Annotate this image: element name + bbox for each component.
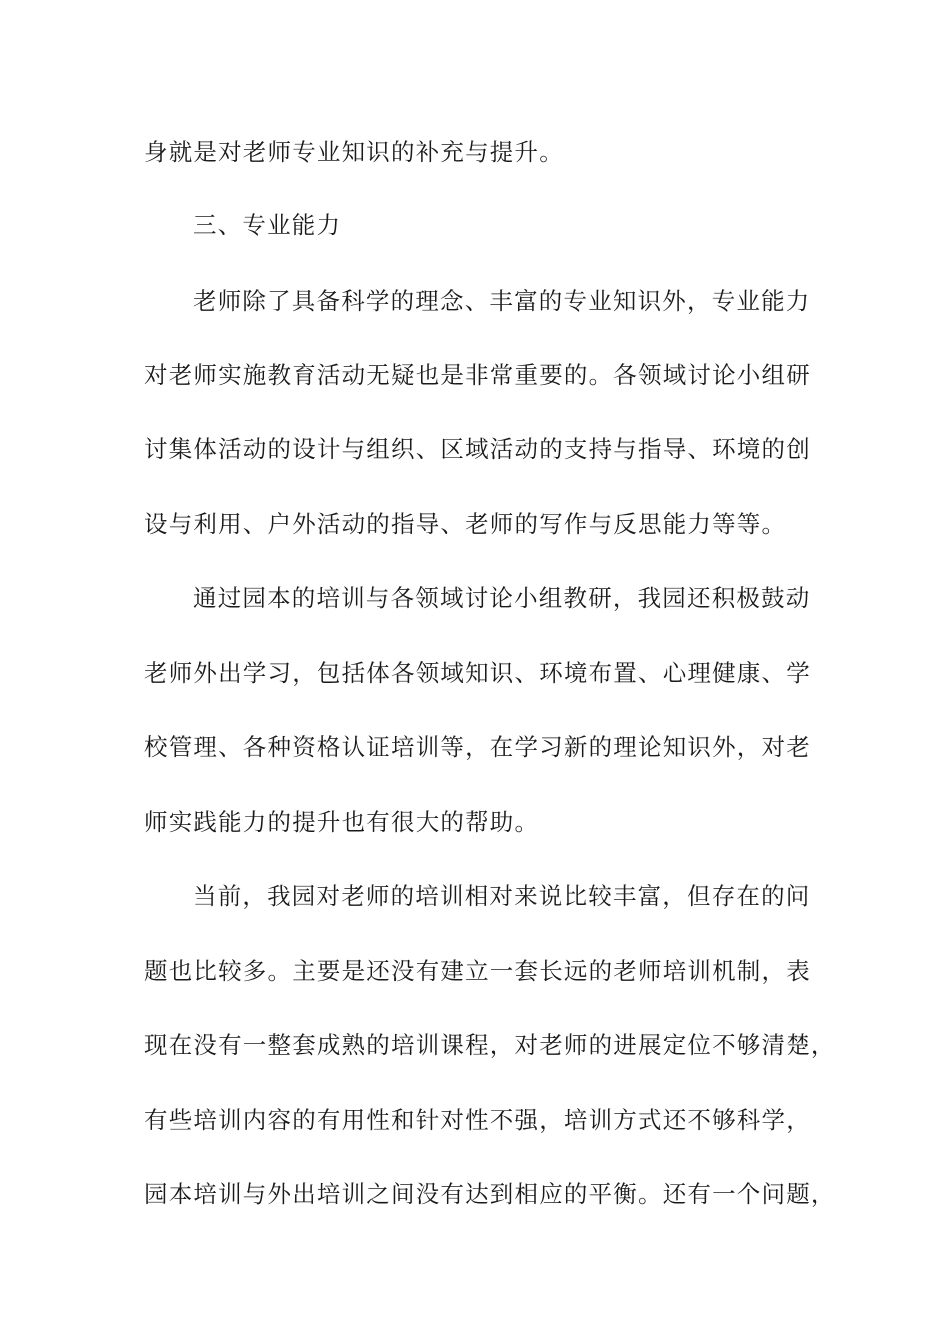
text-line: 老师外出学习，包括体各领域知识、环境布置、心理健康、学 (144, 659, 811, 687)
text-line: 题也比较多。主要是还没有建立一套长远的老师培训机制，表 (144, 957, 811, 985)
text-line: 设与利用、户外活动的指导、老师的写作与反思能力等等。 (144, 510, 787, 538)
text-line: 园本培训与外出培训之间没有达到相应的平衡。还有一个问题， (144, 1180, 836, 1208)
text-line: 通过园本的培训与各领域讨论小组教研，我园还积极鼓动 (193, 584, 811, 612)
text-line: 身就是对老师专业知识的补充与提升。 (144, 138, 564, 166)
text-line: 讨集体活动的设计与组织、区域活动的支持与指导、环境的创 (144, 435, 811, 463)
text-line: 师实践能力的提升也有很大的帮助。 (144, 808, 540, 836)
text-line: 现在没有一整套成熟的培训课程，对老师的进展定位不够清楚， (144, 1031, 836, 1059)
section-heading: 三、专业能力 (193, 211, 342, 239)
text-line: 对老师实施教育活动无疑也是非常重要的。各领域讨论小组研 (144, 361, 811, 389)
text-line: 当前，我园对老师的培训相对来说比较丰富，但存在的问 (193, 882, 811, 910)
text-line: 校管理、各种资格认证培训等，在学习新的理论知识外，对老 (144, 733, 811, 761)
text-line: 老师除了具备科学的理念、丰富的专业知识外，专业能力 (193, 287, 811, 315)
text-line: 有些培训内容的有用性和针对性不强，培训方式还不够科学， (144, 1106, 811, 1134)
